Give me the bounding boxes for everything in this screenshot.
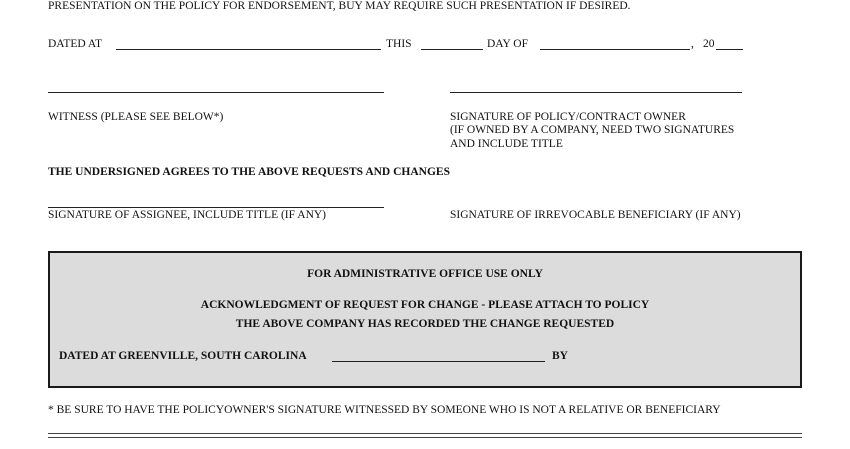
footnote-text: * BE SURE TO HAVE THE POLICYOWNER'S SIGNATURE WITNESSED BY SOMEONE WHO IS NOT A RELATIVE OR BENEFICIARY [48, 404, 721, 416]
admin-office-box [48, 251, 802, 388]
owner-signature-label-1: SIGNATURE OF POLICY/CONTRACT OWNER [450, 111, 686, 123]
day-field[interactable] [421, 49, 483, 50]
assignee-signature-line[interactable] [48, 207, 384, 208]
assignee-label: SIGNATURE OF ASSIGNEE, INCLUDE TITLE (IF ANY) [48, 209, 327, 221]
day-of-label: DAY OF [487, 38, 529, 50]
owner-signature-label-2: (IF OWNED BY A COMPANY, NEED TWO SIGNATURES [450, 124, 735, 136]
dated-at-label: DATED AT [48, 38, 102, 50]
admin-box-title: FOR ADMINISTRATIVE OFFICE USE ONLY [307, 268, 543, 280]
acknowledgment-line-2: THE ABOVE COMPANY HAS RECORDED THE CHANGE REQUESTED [235, 318, 615, 330]
witness-label: WITNESS (PLEASE SEE BELOW*) [48, 111, 224, 123]
bottom-rule-bottom [48, 437, 802, 438]
header-text: PRESENTATION ON THE POLICY FOR ENDORSEMENT, BUY MAY REQUIRE SUCH PRESENTATION IF DESIRED. [48, 0, 631, 12]
agreement-heading: THE UNDERSIGNED AGREES TO THE ABOVE REQUESTS AND CHANGES [48, 166, 450, 178]
admin-by-label: BY [552, 350, 568, 362]
owner-signature-label-3: AND INCLUDE TITLE [450, 138, 563, 150]
dated-at-location-field[interactable] [116, 49, 381, 50]
acknowledgment-line-1: ACKNOWLEDGMENT OF REQUEST FOR CHANGE - PLEASE ATTACH TO POLICY [200, 299, 650, 311]
owner-signature-line[interactable] [450, 92, 742, 93]
this-label: THIS [386, 38, 412, 50]
beneficiary-label: SIGNATURE OF IRREVOCABLE BENEFICIARY (IF ANY) [450, 209, 741, 221]
comma-text: , [691, 38, 694, 50]
admin-dated-at-label: DATED AT GREENVILLE, SOUTH CAROLINA [59, 350, 307, 362]
witness-signature-line[interactable] [48, 92, 384, 93]
bottom-rule-top [48, 433, 802, 434]
year-field[interactable] [716, 49, 743, 50]
admin-date-field[interactable] [332, 361, 545, 362]
year-prefix: 20 [703, 38, 715, 50]
month-field[interactable] [540, 49, 690, 50]
